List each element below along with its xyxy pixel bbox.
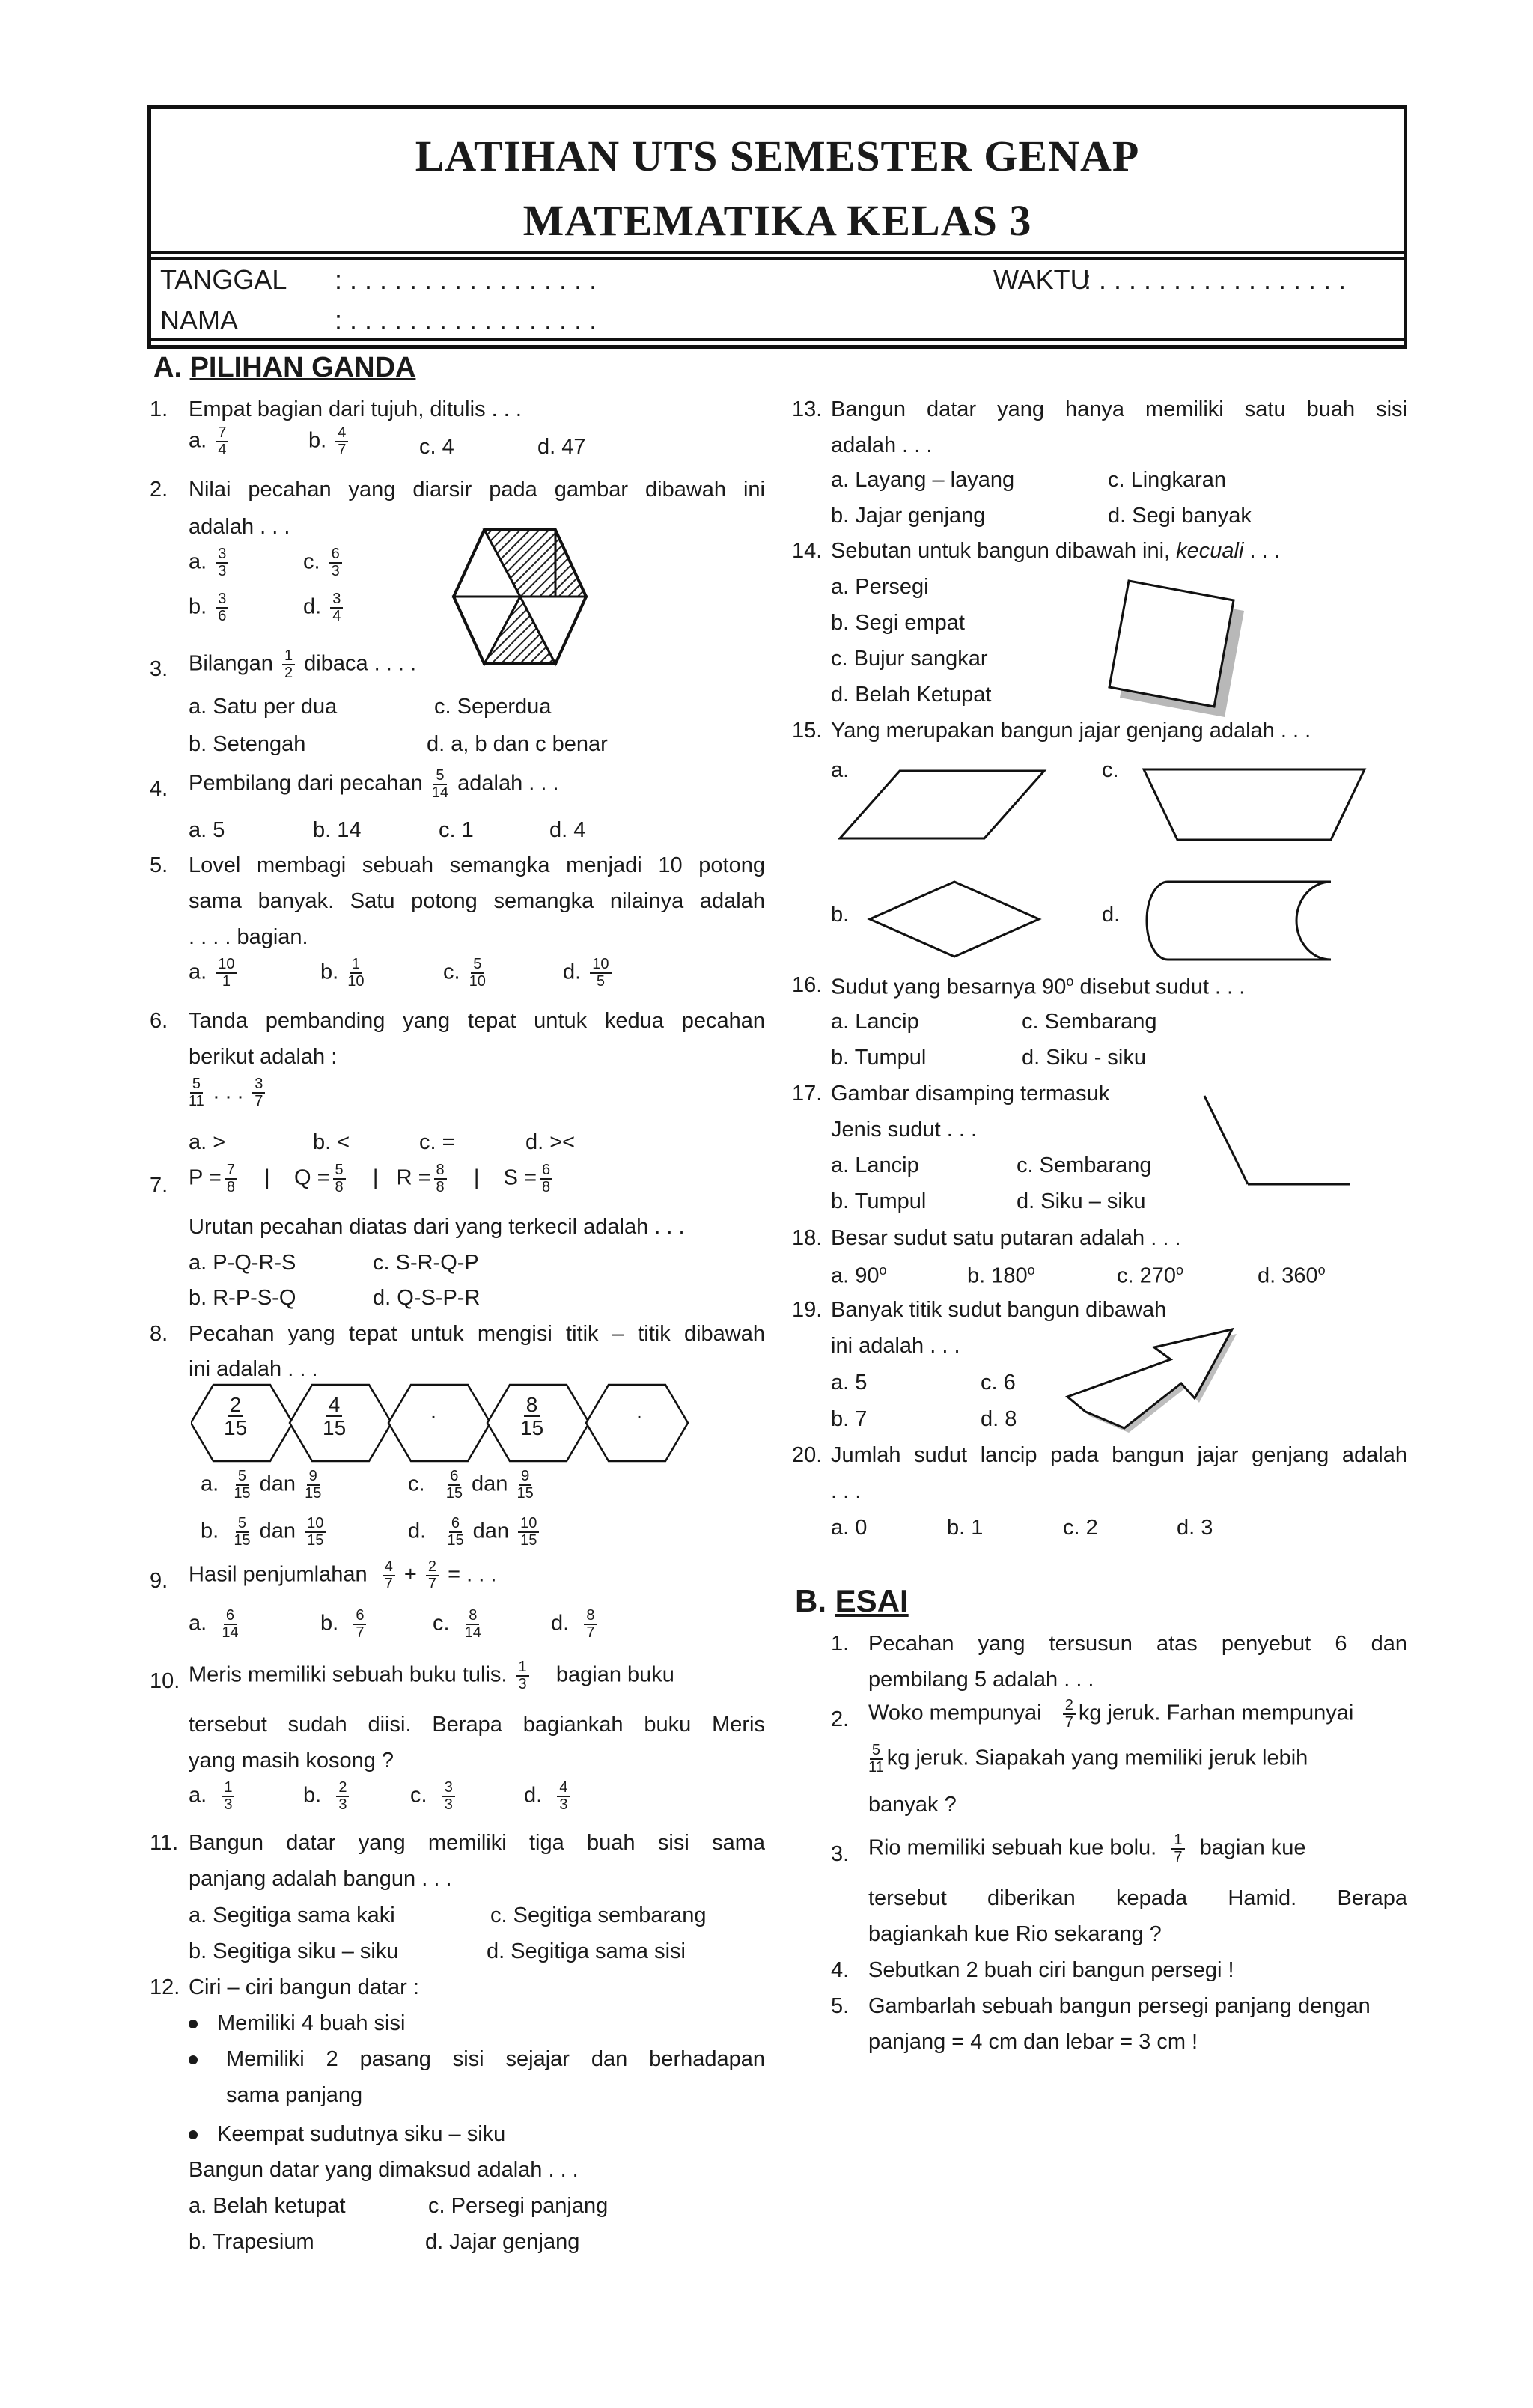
q18-option-c[interactable]: c. 270$^o$	[1117, 1263, 1184, 1288]
section-b-title: ESAI	[835, 1583, 909, 1618]
q16-text: Sudut yang besarnya 90$^o$ disebut sudut . . .	[831, 974, 1246, 999]
q8-hex-value-2: $\frac{4}{15}$	[323, 1393, 347, 1440]
q5-option-d[interactable]: d. $\frac{10}{5}$	[563, 957, 615, 990]
q9-fraction-a: $\frac{6}{14}$	[222, 1607, 239, 1641]
q10-fraction-c: $\frac{3}{3}$	[442, 1780, 455, 1813]
q2-option-b[interactable]: b. $\frac{3}{6}$	[189, 591, 231, 624]
q6-option-a[interactable]: a. >	[189, 1130, 226, 1154]
q5-line-2: sama banyak. Satu potong semangka nilainya adalah	[189, 889, 765, 913]
q8-fraction-c1: $\frac{6}{15}$	[445, 1468, 463, 1502]
e2-number: 2.	[831, 1707, 850, 1731]
q10-option-a[interactable]: a. $\frac{1}{3}$	[189, 1780, 237, 1813]
q17-line-2: Jenis sudut . . .	[831, 1118, 978, 1141]
q12-option-a[interactable]: a. Belah ketupat	[189, 2194, 346, 2218]
q9-fraction-c: $\frac{8}{14}$	[464, 1607, 481, 1641]
q7-option-c[interactable]: c. S-R-Q-P	[373, 1251, 479, 1275]
q18-option-b[interactable]: b. 180$^o$	[967, 1263, 1035, 1288]
q6-comparison: $\frac{5}{11}$ . . . $\frac{3}{7}$	[186, 1076, 268, 1109]
q3-option-d[interactable]: d. a, b dan c benar	[427, 732, 608, 756]
q13-option-b[interactable]: b. Jajar genjang	[831, 504, 986, 528]
q7-text: Urutan pecahan diatas dari yang terkecil adalah . . .	[189, 1215, 685, 1239]
rhombus-shape	[870, 882, 1039, 957]
q19-option-c[interactable]: c. 6	[981, 1371, 1016, 1394]
q16-option-c[interactable]: c. Sembarang	[1022, 1010, 1157, 1034]
q5-fraction-a: $\frac{10}{1}$	[216, 957, 237, 990]
q6-fraction-1: $\frac{5}{11}$	[189, 1076, 204, 1109]
q1-option-b[interactable]: b. $\frac{4}{7}$	[308, 425, 351, 458]
section-b-letter: B.	[795, 1583, 826, 1618]
q5-option-c[interactable]: c. $\frac{5}{10}$	[443, 956, 486, 990]
q8-hex-value-4: $\frac{8}{15}$	[520, 1393, 544, 1440]
q8-option-d[interactable]: d. $\frac{6}{15}$ dan $\frac{10}{15}$	[408, 1516, 542, 1549]
q5-fraction-b: $\frac{1}{10}$	[347, 956, 365, 990]
q12-text: Ciri – ciri bangun datar :	[189, 1975, 419, 1999]
q8-fraction-a1: $\frac{5}{15}$	[234, 1468, 251, 1502]
q1-number: 1.	[150, 397, 168, 421]
e2-fraction-2: $\frac{5}{11}$	[868, 1742, 884, 1775]
q11-option-d[interactable]: d. Segitiga sama sisi	[487, 1939, 686, 1963]
q8-option-c[interactable]: c. $\frac{6}{15}$ dan $\frac{9}{15}$	[408, 1468, 534, 1502]
header-divider-1	[151, 251, 1404, 254]
q15-option-c[interactable]: c.	[1102, 758, 1119, 782]
q5-number: 5.	[150, 853, 168, 877]
q5-line-3: . . . . bagian.	[189, 925, 308, 949]
q4-option-b[interactable]: b. 14	[313, 818, 362, 842]
q8-hex-blank-3: .	[430, 1400, 437, 1424]
q1-fraction-b: $\frac{4}{7}$	[335, 425, 348, 458]
bullet-icon	[189, 2020, 198, 2028]
tanggal-label: TANGGAL	[160, 264, 287, 295]
q11-line-1: Bangun datar yang memiliki tiga buah sisi sama	[189, 1831, 765, 1855]
q20-option-c[interactable]: c. 2	[1063, 1516, 1098, 1540]
q18-text: Besar sudut satu putaran adalah . . .	[831, 1226, 1181, 1250]
e1-line-1: Pecahan yang tersusun atas penyebut 6 dan	[868, 1632, 1407, 1656]
q10-fraction-a: $\frac{1}{3}$	[222, 1780, 234, 1813]
q5-option-b[interactable]: b. $\frac{1}{10}$	[320, 956, 365, 990]
q2-line-1: Nilai pecahan yang diarsir pada gambar dibawah ini	[189, 478, 765, 502]
q2-option-c[interactable]: c. $\frac{6}{3}$	[303, 546, 345, 579]
q8-hex-blank-5: .	[636, 1400, 643, 1424]
rotated-square-figure	[1078, 576, 1246, 726]
q2-fraction-d: $\frac{3}{4}$	[330, 591, 343, 624]
e2-line-1: Woko mempunyai $\frac{2}{7}$ kg jeruk. Farhan mempunyai	[868, 1697, 1354, 1731]
q14-text: Sebutan untuk bangun dibawah ini, kecuali . . .	[831, 539, 1280, 563]
q6-option-d[interactable]: d. ><	[525, 1130, 576, 1154]
q9-option-d[interactable]: d. $\frac{8}{7}$	[551, 1608, 600, 1641]
q5-fraction-d: $\frac{10}{5}$	[590, 957, 611, 990]
q17-option-c[interactable]: c. Sembarang	[1017, 1153, 1152, 1177]
q15-option-b[interactable]: b.	[831, 903, 850, 927]
q20-option-a[interactable]: a. 0	[831, 1516, 868, 1540]
e1-line-2: pembilang 5 adalah . . .	[868, 1668, 1094, 1692]
q10-line-3: yang masih kosong ?	[189, 1749, 394, 1773]
q12-bullet-3: Keempat sudutnya siku – siku	[189, 2124, 505, 2145]
q13-line-1: Bangun datar yang hanya memiliki satu buah sisi	[831, 397, 1407, 421]
e5-line-2: panjang = 4 cm dan lebar = 3 cm !	[868, 2030, 1198, 2054]
q15-text: Yang merupakan bangun jajar genjang adalah . . .	[831, 719, 1311, 743]
q20-line-2: . . .	[831, 1479, 862, 1503]
e1-number: 1.	[831, 1632, 850, 1656]
q10-option-c[interactable]: c. $\frac{3}{3}$	[410, 1780, 458, 1813]
hexagon-shaded-figure	[449, 524, 591, 670]
q8-option-b[interactable]: b. $\frac{5}{15}$ dan $\frac{10}{15}$	[201, 1516, 329, 1549]
q1-option-c[interactable]: c. 4	[419, 435, 454, 459]
q19-line-1: Banyak titik sudut bangun dibawah	[831, 1298, 1167, 1322]
q13-line-2: adalah . . .	[831, 433, 933, 457]
q12-bullet-2-cont: sama panjang	[226, 2083, 363, 2107]
q15-option-d[interactable]: d.	[1102, 903, 1121, 927]
e2-line-3: banyak ?	[868, 1793, 957, 1817]
q16-option-a[interactable]: a. Lancip	[831, 1010, 919, 1034]
q8-hex-value-1: $\frac{2}{15}$	[224, 1393, 248, 1440]
q14-number: 14.	[792, 539, 823, 563]
q8-option-a[interactable]: a. $\frac{5}{15}$ dan $\frac{9}{15}$	[201, 1468, 322, 1502]
e3-line-2: tersebut diberikan kepada Hamid. Berapa	[868, 1886, 1407, 1910]
q16-option-b[interactable]: b. Tumpul	[831, 1046, 927, 1070]
q13-option-d[interactable]: d. Segi banyak	[1108, 504, 1252, 528]
q17-line-1: Gambar disamping termasuk	[831, 1082, 1110, 1106]
e5-line-1: Gambarlah sebuah bangun persegi panjang dengan	[868, 1994, 1371, 2018]
q20-line-1: Jumlah sudut lancip pada bangun jajar genjang adalah	[831, 1443, 1407, 1467]
tanggal-field[interactable]: : . . . . . . . . . . . . . . . . .	[335, 264, 597, 295]
q12-bullet-2: Memiliki 2 pasang sisi sejajar dan berhadapan	[189, 2049, 765, 2070]
q20-option-b[interactable]: b. 1	[947, 1516, 984, 1540]
q6-option-c[interactable]: c. =	[419, 1130, 455, 1154]
nama-field[interactable]: : . . . . . . . . . . . . . . . . .	[335, 305, 597, 335]
q16-option-d[interactable]: d. Siku - siku	[1022, 1046, 1146, 1070]
q3-option-c[interactable]: c. Seperdua	[434, 695, 552, 719]
q12-bullet-1: Memiliki 4 buah sisi	[189, 2013, 405, 2034]
q11-number: 11.	[150, 1831, 179, 1855]
header-divider-2	[151, 257, 1404, 260]
q10-number: 10.	[150, 1669, 180, 1693]
q18-option-d[interactable]: d. 360$^o$	[1258, 1263, 1326, 1288]
q8-fraction-a2: $\frac{9}{15}$	[305, 1468, 322, 1502]
q11-option-b[interactable]: b. Segitiga siku – siku	[189, 1939, 399, 1963]
q2-option-d[interactable]: d. $\frac{3}{4}$	[303, 591, 346, 624]
e3-fraction: $\frac{1}{7}$	[1171, 1832, 1184, 1865]
q9-text: Hasil penjumlahan $\frac{4}{7}$ + $\frac{2}{7}$ = . . .	[189, 1558, 497, 1592]
q20-option-d[interactable]: d. 3	[1177, 1516, 1213, 1540]
q12-option-b[interactable]: b. Trapesium	[189, 2230, 314, 2254]
q6-line-1: Tanda pembanding yang tepat untuk kedua pecahan	[189, 1009, 765, 1033]
q11-option-c[interactable]: c. Segitiga sembarang	[490, 1903, 707, 1927]
q14-option-c[interactable]: c. Bujur sangkar	[831, 647, 988, 671]
e3-number: 3.	[831, 1842, 850, 1866]
q19-number: 19.	[792, 1298, 823, 1322]
q19-line-2: ini adalah . . .	[831, 1334, 960, 1358]
section-b-heading	[795, 1583, 909, 1619]
q5-fraction-c: $\frac{5}{10}$	[469, 956, 486, 990]
q9-fraction-2: $\frac{2}{7}$	[426, 1559, 439, 1592]
q3-text: Bilangan $\frac{1}{2}$ dibaca . . . .	[189, 647, 417, 681]
e2-line-2: $\frac{5}{11}$ kg jeruk. Siapakah yang memiliki jeruk lebih	[868, 1742, 1308, 1775]
obtuse-angle-figure	[1201, 1093, 1351, 1190]
q17-number: 17.	[792, 1082, 823, 1106]
q7-option-d[interactable]: d. Q-S-P-R	[373, 1286, 481, 1310]
q2-number: 2.	[150, 478, 168, 502]
q9-option-a[interactable]: a. $\frac{6}{14}$	[189, 1607, 239, 1641]
parallelogram-shape	[840, 771, 1044, 838]
q7-fractions: P = $\frac{7}{8}$ | Q = $\frac{5}{8}$ | R = $\frac{8}{8}$ | S = $\frac{6}{8}$	[189, 1162, 555, 1195]
header-box	[147, 105, 1407, 349]
q4-option-a[interactable]: a. 5	[189, 818, 225, 842]
e2-fraction-1: $\frac{2}{7}$	[1063, 1698, 1076, 1731]
q4-option-d[interactable]: d. 4	[549, 818, 586, 842]
q3-option-b[interactable]: b. Setengah	[189, 732, 306, 756]
q17-option-b[interactable]: b. Tumpul	[831, 1189, 927, 1213]
q2-fraction-c: $\frac{6}{3}$	[329, 546, 342, 579]
q4-fraction: $\frac{5}{14}$	[431, 767, 449, 801]
q3-fraction: $\frac{1}{2}$	[282, 648, 295, 681]
q8-number: 8.	[150, 1322, 168, 1346]
q12-text-2: Bangun datar yang dimaksud adalah . . .	[189, 2158, 579, 2182]
rotated-square	[1109, 581, 1234, 707]
q9-option-b[interactable]: b. $\frac{6}{7}$	[320, 1608, 369, 1641]
q2-line-2: adalah . . .	[189, 515, 290, 539]
q9-fraction-d: $\frac{8}{7}$	[584, 1608, 597, 1641]
header-divider-3	[151, 338, 1404, 341]
q15-shapes	[838, 763, 1407, 981]
cylinder-shape	[1147, 882, 1331, 960]
q7-fraction-s: $\frac{6}{8}$	[540, 1162, 552, 1195]
q11-line-2: panjang adalah bangun . . .	[189, 1867, 452, 1891]
q7-fraction-r: $\frac{8}{8}$	[434, 1162, 447, 1195]
q10-fraction-d: $\frac{4}{3}$	[557, 1780, 570, 1813]
q10-fraction-b: $\frac{2}{3}$	[336, 1780, 349, 1813]
bullet-icon	[189, 2055, 198, 2064]
q6-option-b[interactable]: b. <	[313, 1130, 350, 1154]
trapezoid-shape	[1144, 769, 1365, 840]
q18-number: 18.	[792, 1226, 823, 1250]
q2-fraction-a: $\frac{3}{3}$	[216, 546, 228, 579]
angle-arm-1	[1204, 1096, 1248, 1184]
q6-fraction-2: $\frac{3}{7}$	[252, 1076, 265, 1109]
q10-line-2: tersebut sudah diisi. Berapa bagiankah buku Meris	[189, 1713, 765, 1737]
q12-option-d[interactable]: d. Jajar genjang	[425, 2230, 580, 2254]
q10-option-d[interactable]: d. $\frac{4}{3}$	[524, 1780, 573, 1813]
q14-option-a[interactable]: a. Persegi	[831, 575, 929, 599]
q15-number: 15.	[792, 719, 823, 743]
q18-option-a[interactable]: a. 90$^o$	[831, 1263, 887, 1288]
q7-option-a[interactable]: a. P-Q-R-S	[189, 1251, 296, 1275]
q19-option-d[interactable]: d. 8	[981, 1407, 1017, 1431]
q6-line-2: berikut adalah :	[189, 1045, 338, 1069]
q10-option-b[interactable]: b. $\frac{2}{3}$	[303, 1780, 352, 1813]
q7-fraction-q: $\frac{5}{8}$	[333, 1162, 346, 1195]
e5-number: 5.	[831, 1994, 850, 2018]
e3-line-3: bagiankah kue Rio sekarang ?	[868, 1922, 1162, 1946]
q9-fraction-1: $\frac{4}{7}$	[383, 1559, 395, 1592]
q20-number: 20.	[792, 1443, 823, 1467]
q8-fraction-b2: $\frac{10}{15}$	[305, 1516, 326, 1549]
q8-line-2: ini adalah . . .	[189, 1357, 318, 1381]
e3-line-1: Rio memiliki sebuah kue bolu. $\frac{1}{7}$ bagian kue	[868, 1832, 1306, 1865]
q8-line-1: Pecahan yang tepat untuk mengisi titik – titik dibawah	[189, 1322, 765, 1346]
q9-option-c[interactable]: c. $\frac{8}{14}$	[433, 1607, 481, 1641]
q15-option-a[interactable]: a.	[831, 758, 850, 782]
q8-fraction-d1: $\frac{6}{15}$	[447, 1515, 464, 1549]
q5-line-1: Lovel membagi sebuah semangka menjadi 10 potong	[189, 853, 765, 877]
q4-option-c[interactable]: c. 1	[439, 818, 474, 842]
q8-hexagon-3	[388, 1385, 490, 1461]
q9-fraction-b: $\frac{6}{7}$	[353, 1608, 366, 1641]
e4-text: Sebutkan 2 buah ciri bangun persegi !	[868, 1958, 1234, 1982]
q19-option-b[interactable]: b. 7	[831, 1407, 868, 1431]
q7-number: 7.	[150, 1174, 168, 1198]
q1-option-d[interactable]: d. 47	[537, 435, 586, 459]
q8-fraction-d2: $\frac{10}{15}$	[518, 1516, 539, 1549]
q7-option-b[interactable]: b. R-P-S-Q	[189, 1286, 296, 1310]
q1-fraction-a: $\frac{7}{4}$	[216, 425, 228, 458]
e4-number: 4.	[831, 1958, 850, 1982]
q1-text: Empat bagian dari tujuh, ditulis . . .	[189, 397, 522, 421]
q11-option-a[interactable]: a. Segitiga sama kaki	[189, 1903, 395, 1927]
section-a-heading	[153, 352, 415, 384]
q5-option-a[interactable]: a. $\frac{10}{1}$	[189, 957, 240, 990]
q10-line-1: Meris memiliki sebuah buku tulis. $\frac{1}{3}$ bagian buku	[189, 1659, 674, 1692]
q8-fraction-b1: $\frac{5}{15}$	[234, 1515, 251, 1549]
q8-fraction-c2: $\frac{9}{15}$	[516, 1468, 534, 1502]
q19-option-a[interactable]: a. 5	[831, 1371, 868, 1394]
bullet-icon	[189, 2130, 198, 2139]
q10-fraction: $\frac{1}{3}$	[516, 1659, 529, 1692]
q9-number: 9.	[150, 1569, 168, 1593]
q4-number: 4.	[150, 777, 168, 801]
q12-option-c[interactable]: c. Persegi panjang	[428, 2194, 609, 2218]
waktu-label: WAKTU	[993, 264, 1090, 295]
q3-number: 3.	[150, 657, 168, 681]
q17-option-a[interactable]: a. Lancip	[831, 1153, 919, 1177]
q13-option-a[interactable]: a. Layang – layang	[831, 468, 1015, 492]
q14-option-d[interactable]: d. Belah Ketupat	[831, 683, 992, 707]
arrow-shape-figure	[1063, 1325, 1243, 1437]
waktu-field[interactable]: : . . . . . . . . . . . . . . . . .	[1084, 264, 1347, 295]
q7-fraction-p: $\frac{7}{8}$	[225, 1162, 237, 1195]
q2-option-a[interactable]: a. $\frac{3}{3}$	[189, 546, 231, 579]
section-a-letter: A.	[153, 352, 182, 383]
q1-option-a[interactable]: a. $\frac{7}{4}$	[189, 425, 231, 458]
section-a-title: PILIHAN GANDA	[189, 352, 416, 383]
title-line-1: LATIHAN UTS SEMESTER GENAP	[415, 132, 1140, 180]
q2-fraction-b: $\frac{3}{6}$	[216, 591, 228, 624]
q14-option-b[interactable]: b. Segi empat	[831, 611, 965, 635]
q3-option-a[interactable]: a. Satu per dua	[189, 695, 338, 719]
q17-option-d[interactable]: d. Siku – siku	[1017, 1189, 1146, 1213]
q6-number: 6.	[150, 1009, 168, 1033]
q8-hexagon-row	[191, 1382, 689, 1464]
title-line-2: MATEMATIKA KELAS 3	[522, 196, 1032, 245]
q4-text: Pembilang dari pecahan $\frac{5}{14}$ adalah . . .	[189, 767, 559, 801]
q16-number: 16.	[792, 973, 823, 997]
nama-label: NAMA	[160, 305, 239, 335]
q12-number: 12.	[150, 1975, 180, 1999]
q13-number: 13.	[792, 397, 823, 421]
q13-option-c[interactable]: c. Lingkaran	[1108, 468, 1226, 492]
